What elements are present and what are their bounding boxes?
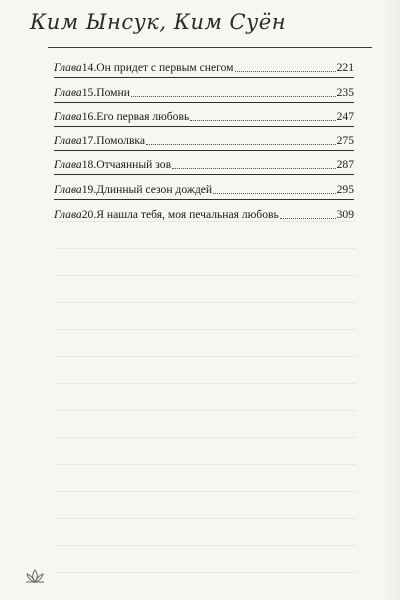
toc-chapter-label: Глава bbox=[54, 208, 82, 222]
toc-chapter-label: Глава bbox=[54, 61, 82, 75]
toc-leader-dots bbox=[146, 144, 336, 145]
header-rule bbox=[48, 47, 372, 48]
toc-entry[interactable] bbox=[54, 54, 354, 78]
bleed-through-texture bbox=[56, 195, 356, 573]
toc-chapter-label: Глава bbox=[54, 109, 82, 123]
running-head-authors: Ким Ынсук, Ким Суён bbox=[30, 10, 287, 34]
toc-chapter-number: 20. bbox=[81, 208, 97, 222]
toc-chapter-number: 17. bbox=[81, 134, 97, 148]
toc-entry[interactable] bbox=[54, 175, 354, 199]
lotus-icon bbox=[24, 568, 46, 584]
toc-entry[interactable] bbox=[54, 103, 354, 127]
toc-chapter-title: Помни bbox=[96, 85, 130, 99]
toc-page-number: 275 bbox=[336, 134, 354, 148]
toc-chapter-number: 15. bbox=[81, 85, 97, 99]
toc-chapter-number: 16. bbox=[81, 109, 97, 123]
toc-entry[interactable] bbox=[54, 151, 354, 175]
toc-page-number: 247 bbox=[336, 109, 354, 123]
toc-chapter-label: Глава bbox=[54, 182, 82, 196]
toc-entry[interactable] bbox=[54, 78, 354, 102]
toc-chapter-label: Глава bbox=[54, 158, 82, 172]
toc-leader-dots bbox=[213, 193, 336, 194]
table-of-contents bbox=[54, 54, 354, 224]
toc-entry[interactable] bbox=[54, 200, 354, 224]
toc-chapter-title: Я нашла тебя, моя печальная любовь bbox=[96, 208, 279, 222]
toc-chapter-title: Отчаянный зов bbox=[96, 158, 172, 172]
toc-page-number: 235 bbox=[336, 85, 354, 99]
toc-chapter-title: Он придет с первым снегом bbox=[96, 61, 234, 75]
toc-page-number: 287 bbox=[336, 158, 354, 172]
toc-entry[interactable] bbox=[54, 127, 354, 151]
toc-chapter-number: 14. bbox=[81, 61, 97, 75]
toc-page-number: 295 bbox=[336, 182, 354, 196]
toc-page-number: 309 bbox=[336, 208, 354, 222]
toc-leader-dots bbox=[235, 71, 336, 72]
toc-leader-dots bbox=[172, 168, 336, 169]
toc-chapter-title: Помолвка bbox=[96, 134, 146, 148]
toc-chapter-title: Его первая любовь bbox=[96, 109, 190, 123]
toc-chapter-title: Длинный сезон дождей bbox=[96, 182, 213, 196]
toc-chapter-number: 18. bbox=[81, 158, 97, 172]
toc-leader-dots bbox=[190, 120, 335, 121]
toc-chapter-number: 19. bbox=[81, 182, 97, 196]
toc-leader-dots bbox=[131, 96, 336, 97]
toc-chapter-label: Глава bbox=[54, 85, 82, 99]
toc-page-number: 221 bbox=[336, 61, 354, 75]
toc-chapter-label: Глава bbox=[54, 134, 82, 148]
toc-leader-dots bbox=[280, 218, 336, 219]
